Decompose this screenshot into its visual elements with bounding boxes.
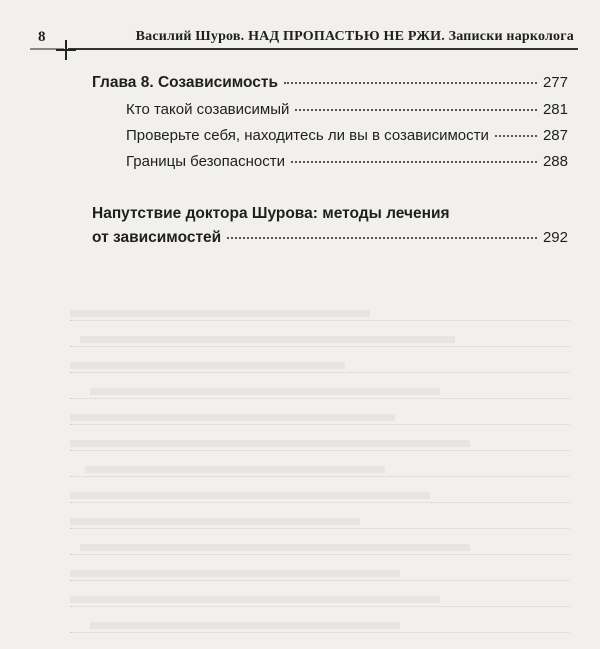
header-rule <box>68 48 578 50</box>
toc-item[interactable] <box>126 127 568 144</box>
dot-leader <box>284 82 537 84</box>
dot-leader <box>295 109 537 111</box>
toc-page-number: 281 <box>542 101 568 118</box>
toc-page-number: 292 <box>542 229 568 246</box>
toc-item[interactable] <box>126 101 568 118</box>
toc-afterword[interactable] <box>92 229 568 247</box>
toc-chapter-title: Глава 8. Созависимость <box>92 74 279 91</box>
dot-leader <box>227 237 537 239</box>
running-title: Василий Шуров. НАД ПРОПАСТЬЮ НЕ РЖИ. Записки нарколога <box>135 29 574 44</box>
toc-item[interactable] <box>126 153 568 170</box>
toc-item-title: Границы безопасности <box>126 153 285 170</box>
dot-leader <box>291 161 537 163</box>
toc-item-title: Проверьте себя, находитесь ли вы в созависимости <box>126 127 489 144</box>
toc-item-title: Кто такой созависимый <box>126 101 290 118</box>
reverse-side-bleed-through <box>70 300 570 649</box>
toc-page-number: 277 <box>542 74 568 91</box>
page-number: 8 <box>38 29 46 45</box>
toc-page-number: 288 <box>542 153 568 170</box>
crop-mark-icon <box>56 40 76 60</box>
toc-afterword-title-line2: от зависимостей <box>92 229 222 246</box>
toc-chapter-8[interactable] <box>92 74 568 92</box>
toc-afterword-title-line1[interactable]: Напутствие доктора Шурова: методы лечения <box>92 205 450 222</box>
toc-page-number: 287 <box>542 127 568 144</box>
dot-leader <box>495 135 537 137</box>
